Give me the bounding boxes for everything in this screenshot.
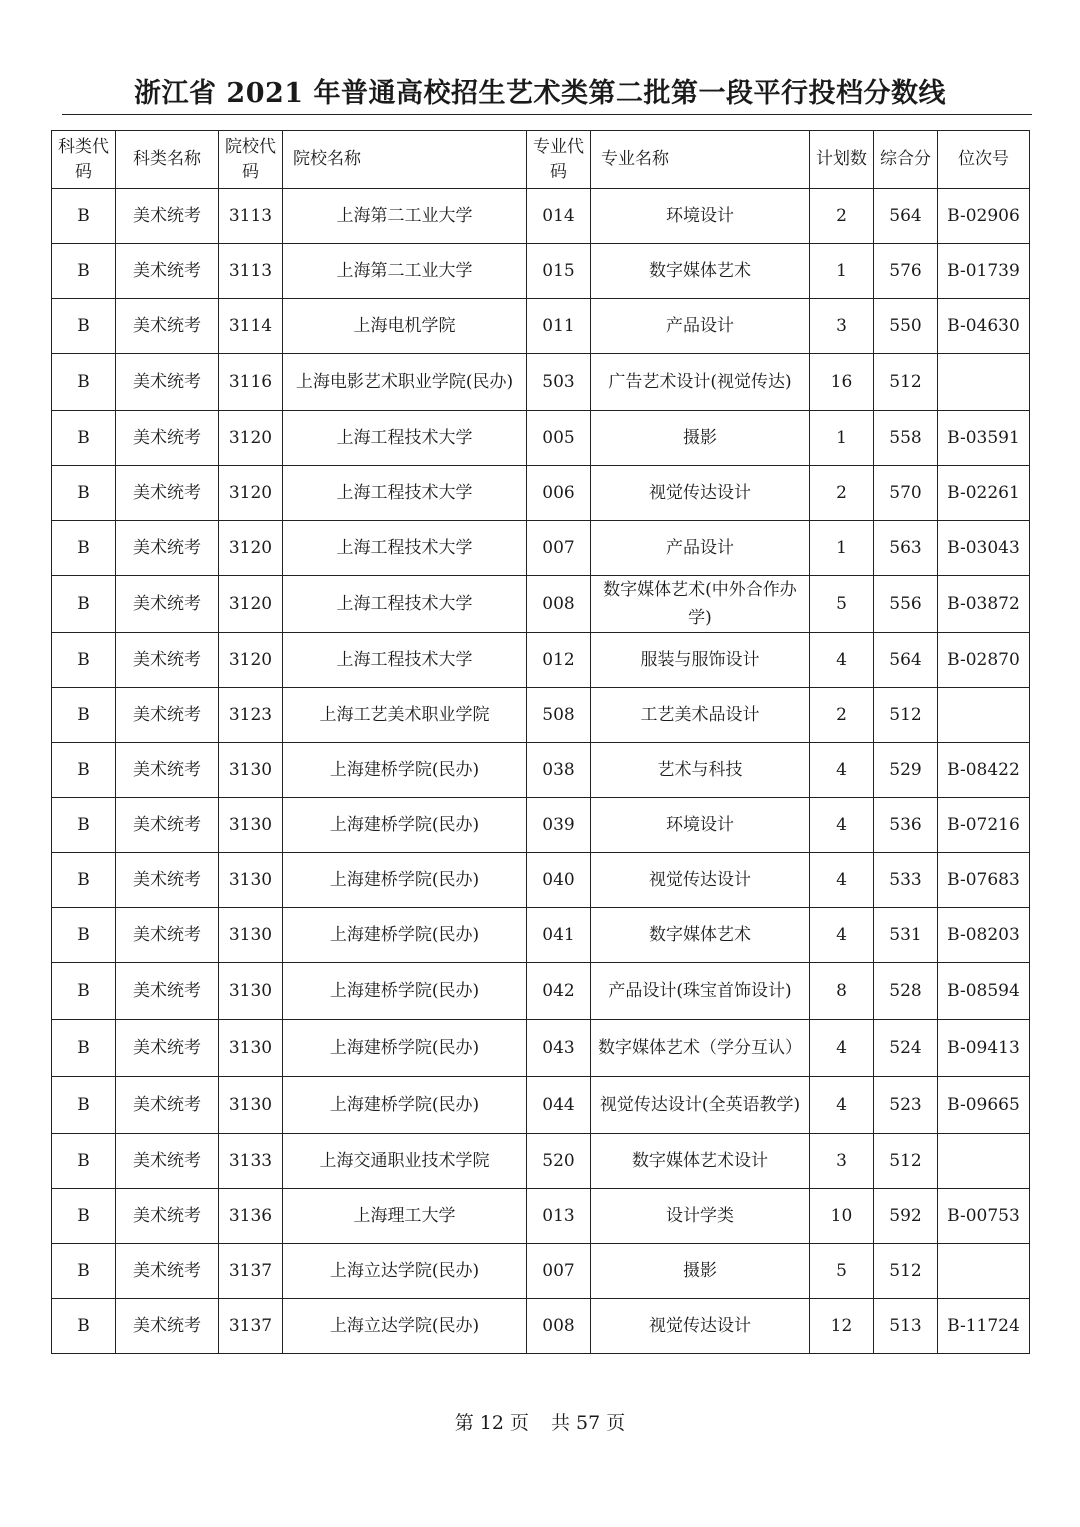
cell-major-name: 视觉传达设计 (591, 1299, 810, 1354)
footer-page-number: 第 12 页 (454, 1412, 529, 1434)
cell-major-code: 520 (527, 1134, 591, 1189)
cell-major-code: 006 (527, 466, 591, 521)
cell-category-name: 美术统考 (116, 798, 219, 853)
cell-plan-count: 4 (810, 1077, 874, 1134)
cell-major-code: 012 (527, 633, 591, 688)
table-row (52, 1189, 1030, 1244)
cell-category-code: B (52, 633, 116, 688)
cell-school-code: 3120 (219, 633, 283, 688)
cell-rank-number (938, 1134, 1030, 1189)
cell-composite-score: 564 (874, 633, 938, 688)
cell-major-name: 数字媒体艺术 (591, 244, 810, 299)
cell-rank-number: B-02870 (938, 633, 1030, 688)
cell-plan-count: 4 (810, 1020, 874, 1077)
cell-plan-count: 2 (810, 466, 874, 521)
cell-major-name: 设计学类 (591, 1189, 810, 1244)
cell-major-code: 043 (527, 1020, 591, 1077)
cell-school-name: 上海建桥学院(民办) (283, 908, 527, 963)
cell-school-code: 3137 (219, 1244, 283, 1299)
cell-composite-score: 558 (874, 411, 938, 466)
cell-category-code: B (52, 743, 116, 798)
cell-plan-count: 1 (810, 244, 874, 299)
cell-category-code: B (52, 1020, 116, 1077)
cell-category-code: B (52, 853, 116, 908)
cell-major-name: 视觉传达设计(全英语教学) (591, 1077, 810, 1134)
cell-category-name: 美术统考 (116, 521, 219, 576)
cell-composite-score: 529 (874, 743, 938, 798)
cell-major-code: 007 (527, 521, 591, 576)
cell-composite-score: 570 (874, 466, 938, 521)
cell-major-name: 视觉传达设计 (591, 853, 810, 908)
cell-composite-score: 550 (874, 299, 938, 354)
cell-major-code: 014 (527, 189, 591, 244)
cell-category-name: 美术统考 (116, 743, 219, 798)
cell-major-code: 508 (527, 688, 591, 743)
cell-plan-count: 2 (810, 189, 874, 244)
cell-category-name: 美术统考 (116, 466, 219, 521)
cell-plan-count: 8 (810, 963, 874, 1020)
cell-category-name: 美术统考 (116, 576, 219, 633)
cell-major-name: 数字媒体艺术设计 (591, 1134, 810, 1189)
cell-plan-count: 4 (810, 633, 874, 688)
cell-plan-count: 16 (810, 354, 874, 411)
table-row (52, 633, 1030, 688)
cell-category-code: B (52, 1189, 116, 1244)
cell-school-code: 3120 (219, 576, 283, 633)
header-plan-count: 计划数 (810, 131, 874, 189)
cell-school-name: 上海工艺美术职业学院 (283, 688, 527, 743)
cell-category-name: 美术统考 (116, 1189, 219, 1244)
cell-major-name: 数字媒体艺术(中外合作办学) (591, 576, 810, 633)
cell-major-name: 环境设计 (591, 189, 810, 244)
cell-school-code: 3133 (219, 1134, 283, 1189)
cell-school-name: 上海工程技术大学 (283, 576, 527, 633)
table-row (52, 521, 1030, 576)
cell-school-name: 上海电影艺术职业学院(民办) (283, 354, 527, 411)
cell-category-code: B (52, 1244, 116, 1299)
cell-rank-number: B-00753 (938, 1189, 1030, 1244)
cell-category-code: B (52, 299, 116, 354)
cell-category-code: B (52, 1134, 116, 1189)
cell-school-code: 3130 (219, 853, 283, 908)
cell-composite-score: 512 (874, 1244, 938, 1299)
cell-plan-count: 10 (810, 1189, 874, 1244)
cell-category-name: 美术统考 (116, 1244, 219, 1299)
cell-rank-number: B-04630 (938, 299, 1030, 354)
cell-composite-score: 512 (874, 688, 938, 743)
cell-rank-number: B-03591 (938, 411, 1030, 466)
header-category-name: 科类名称 (116, 131, 219, 189)
cell-major-code: 007 (527, 1244, 591, 1299)
cell-major-code: 040 (527, 853, 591, 908)
cell-major-name: 工艺美术品设计 (591, 688, 810, 743)
cell-major-code: 041 (527, 908, 591, 963)
cell-plan-count: 4 (810, 743, 874, 798)
cell-school-name: 上海理工大学 (283, 1189, 527, 1244)
header-composite-score: 综合分 (874, 131, 938, 189)
cell-composite-score: 523 (874, 1077, 938, 1134)
cell-school-code: 3123 (219, 688, 283, 743)
cell-major-code: 013 (527, 1189, 591, 1244)
cell-school-name: 上海建桥学院(民办) (283, 853, 527, 908)
cell-major-name: 视觉传达设计 (591, 466, 810, 521)
cell-rank-number: B-01739 (938, 244, 1030, 299)
cell-category-code: B (52, 688, 116, 743)
cell-category-name: 美术统考 (116, 1134, 219, 1189)
cell-plan-count: 5 (810, 1244, 874, 1299)
cell-category-code: B (52, 1077, 116, 1134)
cell-rank-number: B-07216 (938, 798, 1030, 853)
cell-rank-number: B-02261 (938, 466, 1030, 521)
cell-rank-number: B-08422 (938, 743, 1030, 798)
header-category-code: 科类代码 (52, 131, 116, 189)
cell-school-code: 3120 (219, 411, 283, 466)
cell-school-name: 上海立达学院(民办) (283, 1244, 527, 1299)
cell-major-name: 摄影 (591, 411, 810, 466)
header-major-code: 专业代码 (527, 131, 591, 189)
cell-school-code: 3130 (219, 908, 283, 963)
cell-rank-number: B-03043 (938, 521, 1030, 576)
cell-school-name: 上海建桥学院(民办) (283, 963, 527, 1020)
cell-school-name: 上海立达学院(民办) (283, 1299, 527, 1354)
cell-category-name: 美术统考 (116, 411, 219, 466)
cell-school-name: 上海交通职业技术学院 (283, 1134, 527, 1189)
cell-plan-count: 4 (810, 908, 874, 963)
cell-school-name: 上海第二工业大学 (283, 244, 527, 299)
cell-major-code: 011 (527, 299, 591, 354)
cell-category-code: B (52, 189, 116, 244)
table-row (52, 299, 1030, 354)
cell-plan-count: 5 (810, 576, 874, 633)
cell-rank-number: B-09413 (938, 1020, 1030, 1077)
cell-major-code: 005 (527, 411, 591, 466)
cell-rank-number: B-07683 (938, 853, 1030, 908)
cell-rank-number: B-02906 (938, 189, 1030, 244)
cell-major-name: 艺术与科技 (591, 743, 810, 798)
cell-plan-count: 3 (810, 1134, 874, 1189)
cell-major-code: 015 (527, 244, 591, 299)
cell-category-name: 美术统考 (116, 633, 219, 688)
table-row (52, 354, 1030, 411)
cell-school-name: 上海建桥学院(民办) (283, 1077, 527, 1134)
cell-category-name: 美术统考 (116, 1020, 219, 1077)
table-row (52, 743, 1030, 798)
cell-school-name: 上海第二工业大学 (283, 189, 527, 244)
cell-major-name: 数字媒体艺术（学分互认） (591, 1020, 810, 1077)
table-header-row (52, 131, 1030, 189)
cell-composite-score: 536 (874, 798, 938, 853)
cell-composite-score: 531 (874, 908, 938, 963)
cell-major-name: 产品设计 (591, 299, 810, 354)
cell-school-code: 3136 (219, 1189, 283, 1244)
cell-major-name: 数字媒体艺术 (591, 908, 810, 963)
table-row (52, 1134, 1030, 1189)
cell-category-code: B (52, 244, 116, 299)
document-title: 浙江省 2021 年普通高校招生艺术类第二批第一段平行投档分数线 (134, 78, 946, 109)
cell-composite-score: 533 (874, 853, 938, 908)
cell-plan-count: 3 (810, 299, 874, 354)
cell-category-name: 美术统考 (116, 853, 219, 908)
cell-composite-score: 576 (874, 244, 938, 299)
cell-school-code: 3130 (219, 798, 283, 853)
cell-plan-count: 4 (810, 798, 874, 853)
cell-plan-count: 2 (810, 688, 874, 743)
cell-major-code: 039 (527, 798, 591, 853)
cell-rank-number: B-11724 (938, 1299, 1030, 1354)
cell-school-code: 3116 (219, 354, 283, 411)
cell-category-code: B (52, 798, 116, 853)
cell-major-code: 503 (527, 354, 591, 411)
cell-category-name: 美术统考 (116, 299, 219, 354)
table-row (52, 688, 1030, 743)
cell-school-name: 上海建桥学院(民办) (283, 743, 527, 798)
cell-school-name: 上海工程技术大学 (283, 411, 527, 466)
cell-rank-number: B-03872 (938, 576, 1030, 633)
table-row (52, 853, 1030, 908)
cell-rank-number (938, 354, 1030, 411)
cell-major-code: 044 (527, 1077, 591, 1134)
cell-school-code: 3113 (219, 189, 283, 244)
table-row (52, 963, 1030, 1020)
title-underline (62, 114, 1032, 115)
page-footer (0, 1408, 1080, 1435)
cell-category-code: B (52, 576, 116, 633)
table-row (52, 908, 1030, 963)
cell-rank-number (938, 1244, 1030, 1299)
cell-category-code: B (52, 354, 116, 411)
cell-school-name: 上海工程技术大学 (283, 521, 527, 576)
cell-school-name: 上海电机学院 (283, 299, 527, 354)
table-row (52, 466, 1030, 521)
table-row (52, 1299, 1030, 1354)
header-school-name: 院校名称 (283, 131, 527, 189)
cell-category-name: 美术统考 (116, 189, 219, 244)
cell-category-code: B (52, 1299, 116, 1354)
cell-school-name: 上海建桥学院(民办) (283, 798, 527, 853)
cell-major-name: 广告艺术设计(视觉传达) (591, 354, 810, 411)
cell-category-name: 美术统考 (116, 963, 219, 1020)
cell-category-name: 美术统考 (116, 244, 219, 299)
cell-rank-number: B-09665 (938, 1077, 1030, 1134)
cell-plan-count: 4 (810, 853, 874, 908)
cell-major-name: 产品设计(珠宝首饰设计) (591, 963, 810, 1020)
cell-major-name: 产品设计 (591, 521, 810, 576)
table-row (52, 576, 1030, 633)
cell-composite-score: 513 (874, 1299, 938, 1354)
cell-rank-number: B-08203 (938, 908, 1030, 963)
cell-school-code: 3130 (219, 963, 283, 1020)
table-body (52, 189, 1030, 1354)
cell-school-name: 上海工程技术大学 (283, 466, 527, 521)
cell-composite-score: 528 (874, 963, 938, 1020)
cell-rank-number: B-08594 (938, 963, 1030, 1020)
cell-major-name: 摄影 (591, 1244, 810, 1299)
cell-school-code: 3113 (219, 244, 283, 299)
cell-composite-score: 524 (874, 1020, 938, 1077)
cell-category-code: B (52, 466, 116, 521)
cell-category-code: B (52, 908, 116, 963)
cell-category-name: 美术统考 (116, 908, 219, 963)
cell-major-name: 服装与服饰设计 (591, 633, 810, 688)
cell-category-name: 美术统考 (116, 688, 219, 743)
cell-category-code: B (52, 411, 116, 466)
cell-school-code: 3120 (219, 521, 283, 576)
cell-school-code: 3130 (219, 743, 283, 798)
cell-composite-score: 563 (874, 521, 938, 576)
cell-major-code: 038 (527, 743, 591, 798)
cell-category-name: 美术统考 (116, 1299, 219, 1354)
cell-school-code: 3120 (219, 466, 283, 521)
cell-composite-score: 512 (874, 354, 938, 411)
cell-major-code: 008 (527, 576, 591, 633)
cell-major-name: 环境设计 (591, 798, 810, 853)
table-row (52, 1077, 1030, 1134)
table-row (52, 798, 1030, 853)
cell-school-name: 上海工程技术大学 (283, 633, 527, 688)
cell-category-name: 美术统考 (116, 354, 219, 411)
cell-composite-score: 592 (874, 1189, 938, 1244)
cell-rank-number (938, 688, 1030, 743)
table-row (52, 1020, 1030, 1077)
cell-major-code: 008 (527, 1299, 591, 1354)
cell-plan-count: 1 (810, 521, 874, 576)
cell-composite-score: 512 (874, 1134, 938, 1189)
cell-composite-score: 564 (874, 189, 938, 244)
cell-category-code: B (52, 521, 116, 576)
footer-total-pages: 共 57 页 (551, 1412, 626, 1434)
header-rank-number: 位次号 (938, 131, 1030, 189)
header-school-code: 院校代码 (219, 131, 283, 189)
cell-school-code: 3114 (219, 299, 283, 354)
cell-school-code: 3130 (219, 1020, 283, 1077)
cell-composite-score: 556 (874, 576, 938, 633)
cell-category-code: B (52, 963, 116, 1020)
table-row (52, 189, 1030, 244)
cell-plan-count: 1 (810, 411, 874, 466)
cell-category-name: 美术统考 (116, 1077, 219, 1134)
table-row (52, 244, 1030, 299)
cell-school-code: 3137 (219, 1299, 283, 1354)
header-major-name: 专业名称 (591, 131, 810, 189)
cell-school-code: 3130 (219, 1077, 283, 1134)
cell-major-code: 042 (527, 963, 591, 1020)
cell-plan-count: 12 (810, 1299, 874, 1354)
admission-score-table (51, 130, 1030, 1354)
table-row (52, 1244, 1030, 1299)
table-row (52, 411, 1030, 466)
cell-school-name: 上海建桥学院(民办) (283, 1020, 527, 1077)
